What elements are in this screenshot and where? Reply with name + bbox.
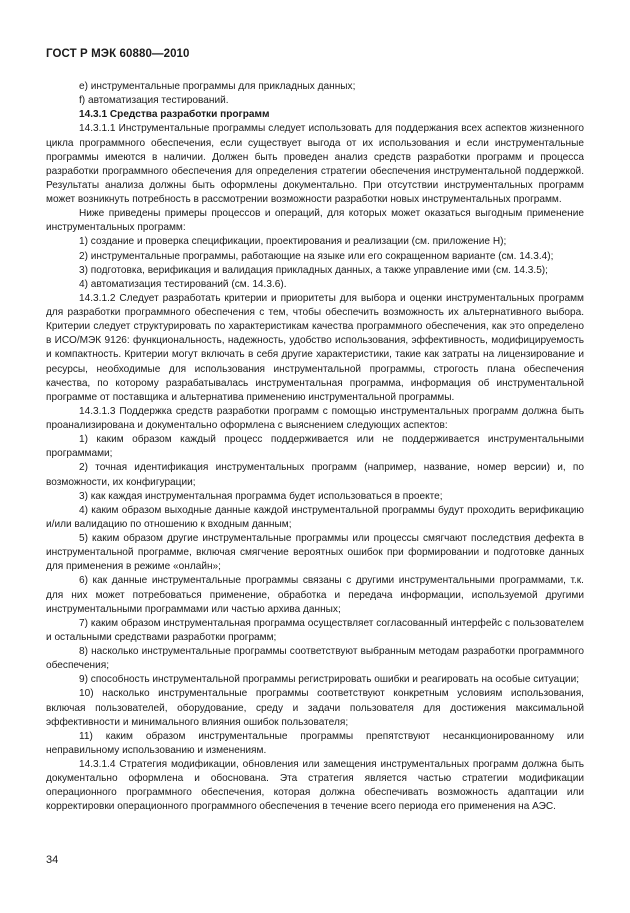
list-item: 2) точная идентификация инструментальных программ (например, название, номер версии) и, по возможности, их конфигурации;	[46, 462, 584, 488]
list-item: 3) как каждая инструментальная программа будет использоваться в проекте;	[79, 490, 443, 502]
list-item: e) инструментальные программы для прикладных данных;	[79, 81, 356, 92]
document-body	[46, 80, 584, 815]
list-item: 3) подготовка, верификация и валидация прикладных данных, а также управление ими (см. 14.3.5);	[79, 264, 548, 276]
paragraph: 14.3.1.2 Следует разработать критерии и приоритеты для выбора и оценки инструментальных программ для разработки программного обеспечения с тем, чтобы обеспечить возможность их альтернативного выбора. Критерии следует структурировать по характеристикам качества программного обеспечения, как это определено в ИСО/МЭК 9126: функциональность, надежность, удобство использования, эффективность, модифицируемость и компактность. Критерии могут включать в себя другие характеристики, такие как затраты на лицензирование и ресурсы, необходимые для использования инструментальной программы, строгость плана обеспечения качества, по которому разрабатывалась инструментальная программа, информация об инструментальной программе от поставщика и альтернатива применению инструментальной программы.	[46, 292, 584, 403]
list-item: 7) каким образом инструментальная программа осуществляет согласованный интерфейс с пользователем и остальными средствами разработки программ;	[46, 617, 584, 643]
list-item: f) автоматизация тестирований.	[79, 95, 229, 107]
list-item: 1) каким образом каждый процесс поддерживается или не поддерживается инструментальными программами;	[46, 434, 584, 460]
section-heading: 14.3.1 Средства разработки программ	[79, 109, 270, 121]
paragraph: 14.3.1.1 Инструментальные программы следует использовать для поддержания всех аспектов жизненного цикла программного обеспечения, если существует выгода от их использования и если инструментальные программы имеются в наличии. Должен быть проведен анализ средств разработки программ и процесса разработки программного обеспечения для определения стратегии обеспечения инструментальной поддержкой. Результаты анализа должны быть оформлены документально. При отсутствии инструментальных программ может возникнуть потребность в рассмотрении возможности разработки новых инструментальных программ.	[46, 123, 584, 205]
list-item: 9) способность инструментальной программы регистрировать ошибки и реагировать на особые ситуации;	[79, 674, 580, 686]
list-item: 4) автоматизация тестирований (см. 14.3.6).	[79, 278, 287, 290]
list-item: 4) каким образом выходные данные каждой инструментальной программы будут проходить верификацию и/или валидацию по отношению к входным данным;	[46, 504, 584, 530]
list-item: 6) как данные инструментальные программы связаны с другими инструментальными программами, т.к. для них может потребоваться применение, обработка и передача информации, используемой другими инструментальными программами или частью архива данных;	[46, 575, 584, 615]
document-header: ГОСТ Р МЭК 60880—2010	[46, 48, 190, 60]
list-item: 10) насколько инструментальные программы соответствуют конкретным условиям использования, включая пользователей, оборудование, среду и задачи пользователя для достижения максимальной эффективности и минимального влияния ошибок пользователя;	[46, 688, 584, 728]
list-item: 8) насколько инструментальные программы соответствуют выбранным методам разработки программного обеспечения;	[46, 646, 584, 672]
page-number: 34	[46, 854, 59, 866]
paragraph: Ниже приведены примеры процессов и операций, для которых может оказаться выгодным применение инструментальных программ:	[46, 208, 584, 234]
paragraph: 14.3.1.4 Стратегия модификации, обновления или замещения инструментальных программ должна быть документально оформлена и обоснована. Эта стратегия является частью стратегии модификации операционного программного обеспечения, которая должна обеспечивать возможность адаптации или корректировки операционного программного обеспечения в течение всего периода его применения на АЭС.	[46, 759, 584, 813]
paragraph: 14.3.1.3 Поддержка средств разработки программ с помощью инструментальных программ должна быть проанализирована и документально оформлена с выяснением следующих аспектов:	[46, 405, 584, 431]
list-item: 2) инструментальные программы, работающие на языке или его сокращенном варианте (см. 14.3.4);	[79, 250, 554, 262]
list-item: 11) каким образом инструментальные программы препятствуют несанкционированному или неправильному использованию и изменениям.	[46, 730, 584, 756]
list-item: 5) каким образом другие инструментальные программы или процессы смягчают последствия дефекта в инструментальной программе, включая смягчение вероятных ошибок при формировании и подготовке данных для применения в режиме «онлайн»;	[46, 533, 584, 573]
list-item: 1) создание и проверка спецификации, проектирования и реализации (см. приложение Н);	[79, 236, 507, 248]
